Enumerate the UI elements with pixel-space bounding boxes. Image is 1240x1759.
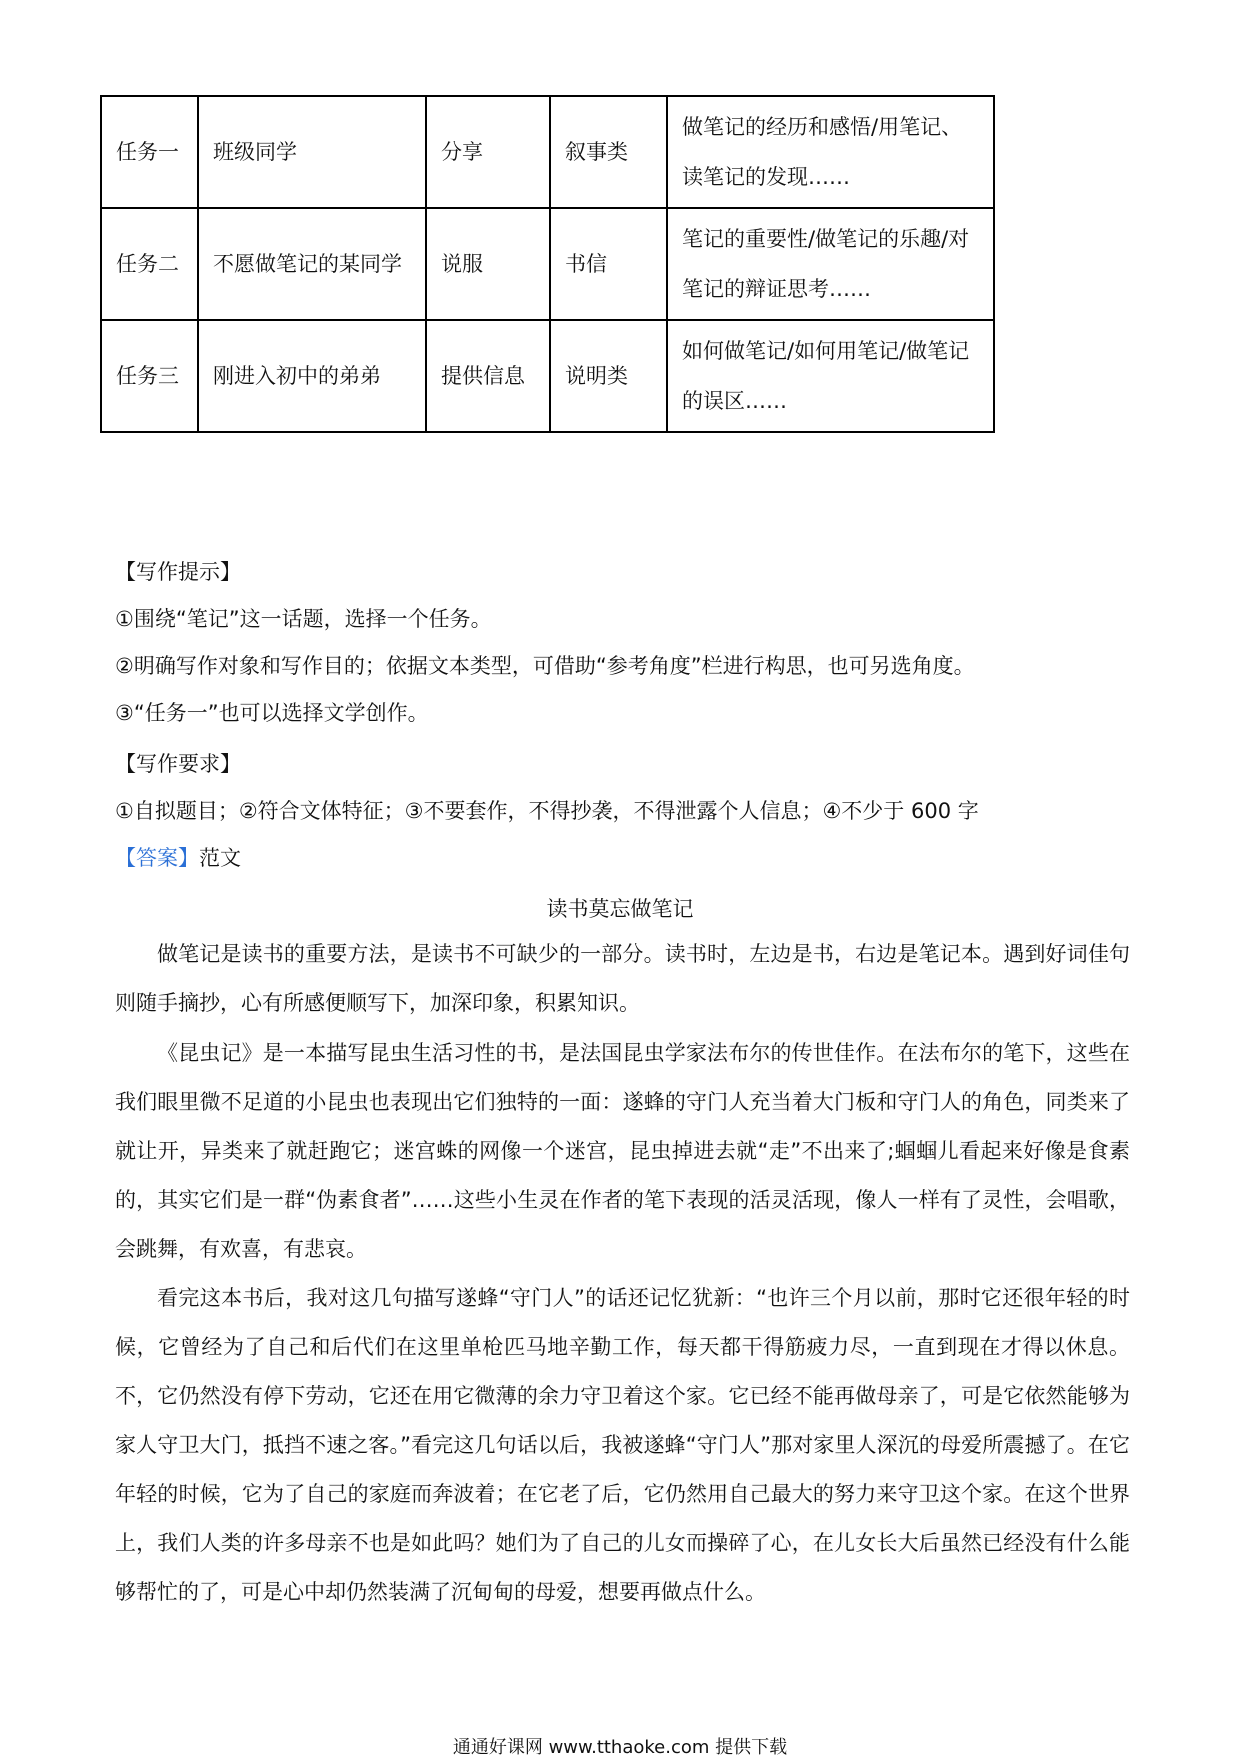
angle-cell: 如何做笔记/如何用笔记/做笔记的误区…… xyxy=(667,320,994,432)
text-type-cell: 说明类 xyxy=(550,320,667,432)
requirements-text: ①自拟题目；②符合文体特征；③不要套作，不得抄袭，不得泄露个人信息；④不少于 600 字 xyxy=(115,799,979,823)
task-cell: 任务三 xyxy=(101,320,198,432)
essay-title: 读书莫忘做笔记 xyxy=(546,897,694,921)
purpose-cell: 说服 xyxy=(426,208,550,320)
tip-item-3: ③“任务一”也可以选择文学创作。 xyxy=(115,701,429,725)
text-type-cell: 叙事类 xyxy=(550,96,667,208)
task-table xyxy=(100,95,995,433)
task-cell: 任务二 xyxy=(101,208,198,320)
answer-label: 范文 xyxy=(199,846,241,870)
table-row xyxy=(101,320,994,432)
tip-item-2: ②明确写作对象和写作目的；依据文本类型，可借助“参考角度”栏进行构思，也可另选角度。 xyxy=(115,654,975,678)
answer-tag: 【答案】 xyxy=(115,846,199,870)
requirements-heading: 【写作要求】 xyxy=(115,752,241,776)
purpose-cell: 分享 xyxy=(426,96,550,208)
angle-cell: 笔记的重要性/做笔记的乐趣/对笔记的辩证思考…… xyxy=(667,208,994,320)
page-footer: 通通好课网 www.tthaoke.com 提供下载 xyxy=(452,1737,788,1758)
angle-cell: 做笔记的经历和感悟/用笔记、读笔记的发现…… xyxy=(667,96,994,208)
audience-cell: 班级同学 xyxy=(198,96,426,208)
text-type-cell: 书信 xyxy=(550,208,667,320)
task-cell: 任务一 xyxy=(101,96,198,208)
audience-cell: 不愿做笔记的某同学 xyxy=(198,208,426,320)
purpose-cell: 提供信息 xyxy=(426,320,550,432)
essay-paragraph-3: 看完这本书后，我对这几句描写遂蜂“守门人”的话还记忆犹新：“也许三个月以前，那时它还很年轻的时候，它曾经为了自己和后代们在这里单枪匹马地辛勤工作，每天都干得筋疲力尽，一直到现在才得以休息。不，它仍然没有停下劳动，它还在用它微薄的余力守卫着这个家。它已经不能再做母亲了，可是它依然能够为家人守卫大门，抵挡不速之客。”看完这几句话以后，我被遂蜂“守门人”那对家里人深沉的母爱所震撼了。在它年轻的时候，它为了自己的家庭而奔波着；在它老了后，它仍然用自己最大的努力来守卫这个家。在这个世界上，我们人类的许多母亲不也是如此吗？她们为了自己的儿女而操碎了心，在儿女长大后虽然已经没有什么能够帮忙的了，可是心中却仍然装满了沉甸甸的母爱，想要再做点什么。 xyxy=(115,1286,1130,1604)
table-row xyxy=(101,208,994,320)
essay-paragraph-2: 《昆虫记》是一本描写昆虫生活习性的书，是法国昆虫学家法布尔的传世佳作。在法布尔的笔下，这些在我们眼里微不足道的小昆虫也表现出它们独特的一面：遂蜂的守门人充当着大门板和守门人的角色，同类来了就让开，异类来了就赶跑它；迷宫蛛的网像一个迷宫，昆虫掉进去就“走”不出来了;蝈蝈儿看起来好像是食素的，其实它们是一群“伪素食者”……这些小生灵在作者的笔下表现的活灵活现，像人一样有了灵性，会唱歌，会跳舞，有欢喜，有悲哀。 xyxy=(115,1041,1130,1261)
table-row xyxy=(101,96,994,208)
essay-paragraph-1: 做笔记是读书的重要方法，是读书不可缺少的一部分。读书时，左边是书，右边是笔记本。遇到好词佳句则随手摘抄，心有所感便顺写下，加深印象，积累知识。 xyxy=(115,942,1130,1015)
audience-cell: 刚进入初中的弟弟 xyxy=(198,320,426,432)
answer-line xyxy=(115,842,241,872)
tips-heading: 【写作提示】 xyxy=(115,560,241,584)
tip-item-1: ①围绕“笔记”这一话题，选择一个任务。 xyxy=(115,607,492,631)
